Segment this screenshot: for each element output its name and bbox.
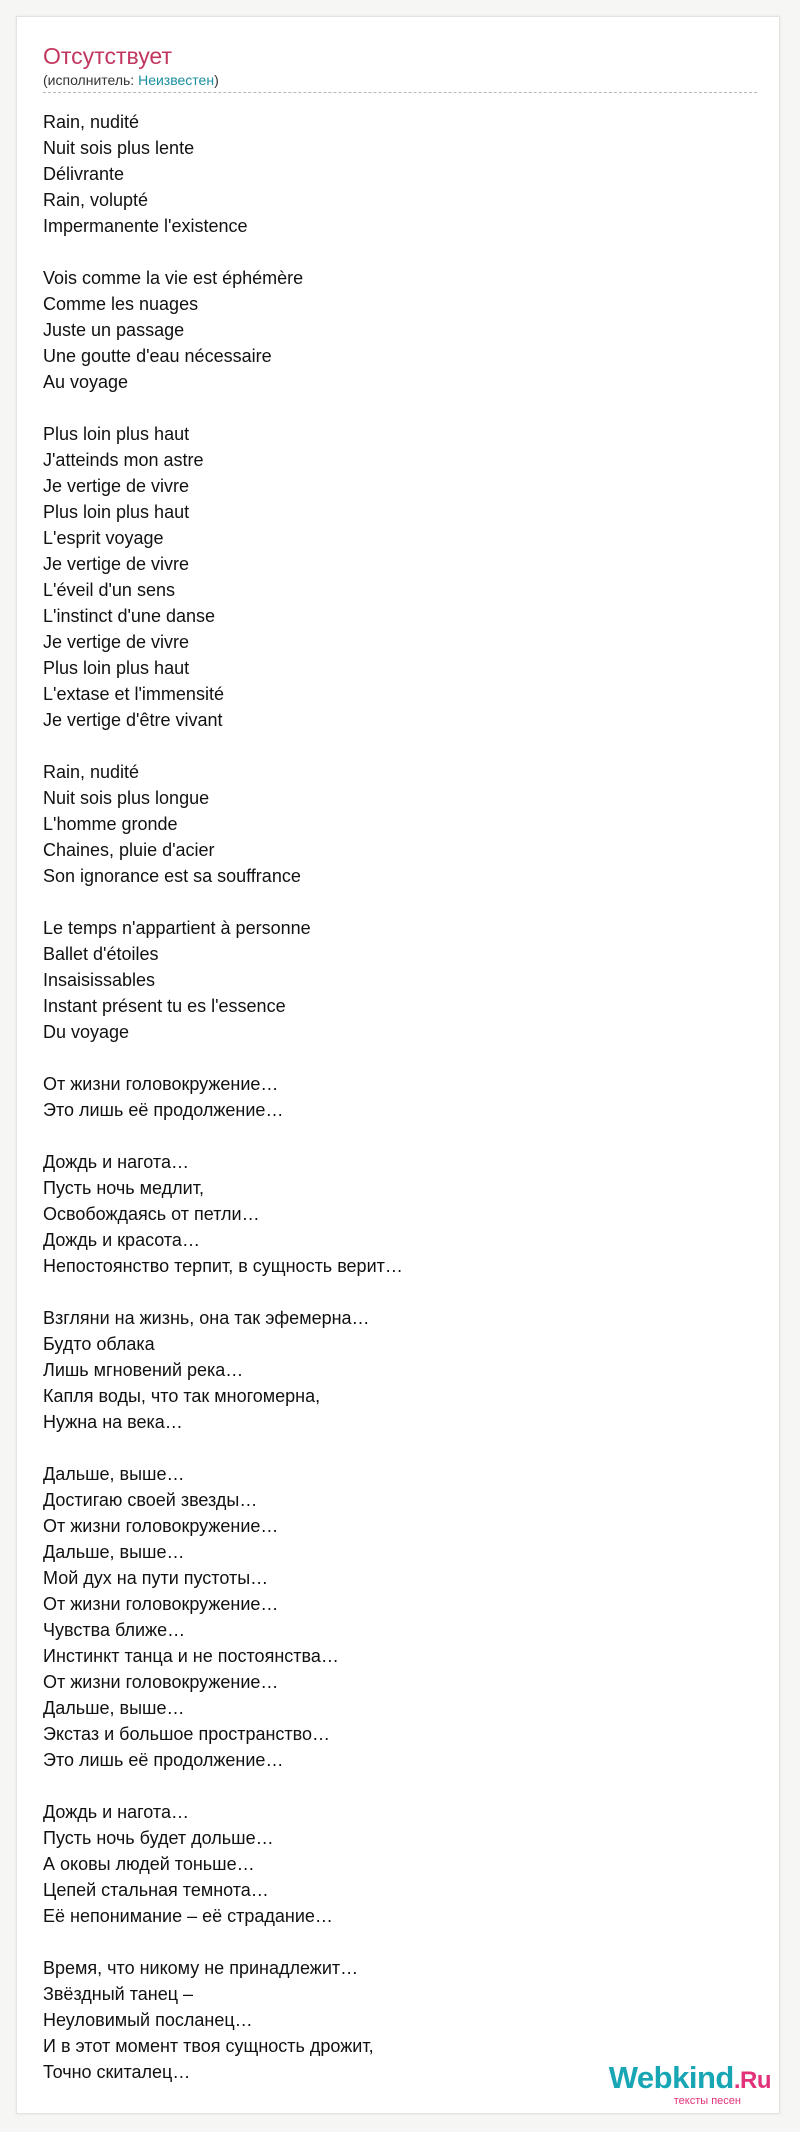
lyrics-line: L'homme gronde [43, 814, 178, 834]
artist-link[interactable]: Неизвестен [138, 72, 215, 88]
lyrics-line: Пусть ночь будет дольше… [43, 1828, 274, 1848]
lyrics-line: Au voyage [43, 372, 129, 392]
lyrics-line: Её непонимание – её страдание… [43, 1906, 333, 1926]
lyrics-line: Цепей стальная темнота… [43, 1880, 269, 1900]
lyrics-line: J'atteinds mon astre [43, 450, 204, 470]
lyrics-line: Son ignorance est sa souffrance [43, 866, 301, 886]
lyrics-line: Взгляни на жизнь, она так эфемерна… [43, 1308, 370, 1328]
lyrics-line: Du voyage [43, 1022, 130, 1042]
lyrics-line: Точно скиталец… [43, 2062, 191, 2082]
lyrics-line: Impermanente l'existence [43, 216, 248, 236]
lyrics-stanza [43, 1799, 757, 1929]
lyrics-line: Дождь и нагота… [43, 1152, 189, 1172]
lyrics-line: От жизни головокружение… [43, 1516, 279, 1536]
artist-suffix: ) [214, 72, 219, 88]
lyrics-line: Délivrante [43, 164, 125, 184]
lyrics-line: L'éveil d'un sens [43, 580, 175, 600]
logo-wordmark [609, 2062, 771, 2097]
lyrics-line: Nuit sois plus lente [43, 138, 195, 158]
lyrics-stanza [43, 1461, 757, 1773]
lyrics-line: Дальше, выше… [43, 1464, 185, 1484]
lyrics-stanza [43, 759, 757, 889]
lyrics-line: Insaisissables [43, 970, 156, 990]
lyrics-line: От жизни головокружение… [43, 1672, 279, 1692]
lyrics-line: Une goutte d'eau nécessaire [43, 346, 272, 366]
lyrics-line: От жизни головокружение… [43, 1074, 279, 1094]
lyrics-line: Будто облака [43, 1334, 155, 1354]
lyrics-line: Le temps n'appartient à personne [43, 918, 311, 938]
lyrics-line: Чувства ближе… [43, 1620, 186, 1640]
lyrics-line: А оковы людей тоньше… [43, 1854, 255, 1874]
lyrics-line: Chaines, pluie d'acier [43, 840, 215, 860]
lyrics-line: Je vertige de vivre [43, 476, 190, 496]
lyrics-line: Непостоянство терпит, в сущность верит… [43, 1256, 403, 1276]
lyrics-line: L'esprit voyage [43, 528, 164, 548]
lyrics-line: Инстинкт танца и не постоянства… [43, 1646, 339, 1666]
lyrics-line: Je vertige d'être vivant [43, 710, 223, 730]
lyrics-line: L'extase et l'immensité [43, 684, 224, 704]
lyrics-line: Нужна на века… [43, 1412, 183, 1432]
lyrics-line: Plus loin plus haut [43, 658, 190, 678]
lyrics-line: Ballet d'étoiles [43, 944, 159, 964]
lyrics-line: Дождь и нагота… [43, 1802, 189, 1822]
lyrics-line: Это лишь её продолжение… [43, 1100, 284, 1120]
lyrics-stanza [43, 1071, 757, 1123]
lyrics-line: Дальше, выше… [43, 1698, 185, 1718]
lyrics-line: Comme les nuages [43, 294, 199, 314]
song-title: Отсутствует [43, 43, 172, 69]
lyrics-line: Nuit sois plus longue [43, 788, 210, 808]
lyrics-stanza [43, 915, 757, 1045]
lyrics-line: Капля воды, что так многомерна, [43, 1386, 321, 1406]
artist-line [43, 71, 757, 93]
logo-tld: .Ru [733, 2067, 771, 2094]
lyrics-line: Лишь мгновений река… [43, 1360, 244, 1380]
lyrics-line: Rain, volupté [43, 190, 149, 210]
lyrics-line: Время, что никому не принадлежит… [43, 1958, 359, 1978]
logo-main-text: Webkind [608, 2060, 734, 2095]
lyrics-line: Je vertige de vivre [43, 632, 190, 652]
lyrics-line: Дальше, выше… [43, 1542, 185, 1562]
lyrics-line: Je vertige de vivre [43, 554, 190, 574]
lyrics-line: Освобождаясь от петли… [43, 1204, 260, 1224]
lyrics-line: Достигаю своей звезды… [43, 1490, 258, 1510]
webkind-logo[interactable] [609, 2062, 771, 2107]
lyrics-line: Rain, nudité [43, 762, 140, 782]
lyrics-line: Plus loin plus haut [43, 424, 190, 444]
lyrics-stanza [43, 421, 757, 733]
lyrics-line: Пусть ночь медлит, [43, 1178, 204, 1198]
lyrics-line: L'instinct d'une danse [43, 606, 215, 626]
lyrics-line: Это лишь её продолжение… [43, 1750, 284, 1770]
lyrics-line: Vois comme la vie est éphémère [43, 268, 304, 288]
lyrics-line: Juste un passage [43, 320, 185, 340]
logo-subtitle: тексты песен [673, 2095, 741, 2107]
lyrics-line: Экстаз и большое пространство… [43, 1724, 331, 1744]
lyrics-stanza [43, 1149, 757, 1279]
lyrics-body [43, 109, 757, 2111]
lyrics-line: Rain, nudité [43, 112, 140, 132]
lyrics-line: Plus loin plus haut [43, 502, 190, 522]
lyrics-line: Instant présent tu es l'essence [43, 996, 286, 1016]
lyrics-line: И в этот момент твоя сущность дрожит, [43, 2036, 374, 2056]
lyrics-stanza [43, 265, 757, 395]
lyrics-line: Звёздный танец – [43, 1984, 194, 2004]
lyrics-line: От жизни головокружение… [43, 1594, 279, 1614]
lyrics-stanza [43, 109, 757, 239]
lyrics-line: Неуловимый посланец… [43, 2010, 253, 2030]
lyrics-stanza [43, 1305, 757, 1435]
lyrics-line: Мой дух на пути пустоты… [43, 1568, 269, 1588]
lyrics-line: Дождь и красота… [43, 1230, 200, 1250]
lyrics-card [16, 16, 780, 2114]
artist-prefix: (исполнитель: [43, 72, 139, 88]
song-header [43, 42, 757, 93]
